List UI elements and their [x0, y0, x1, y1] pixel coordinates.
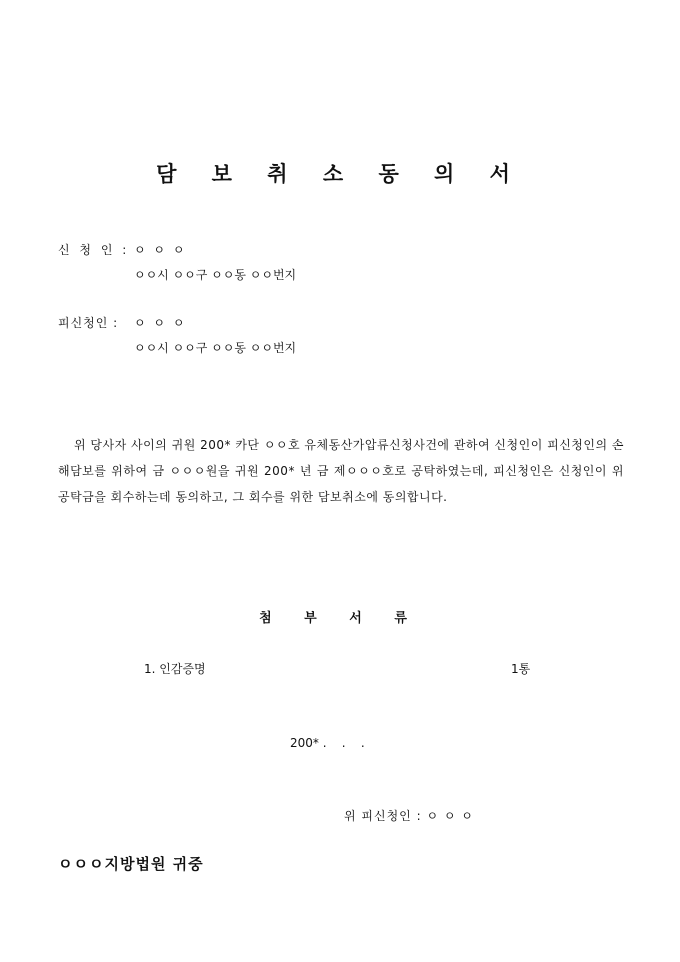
- respondent-name: ㅇ ㅇ ㅇ: [134, 316, 187, 330]
- respondent-label: 피신청인 :: [58, 316, 119, 330]
- document-title: 담 보 취 소 동 의 서: [156, 161, 524, 186]
- applicant-label: 신 청 인 :: [58, 243, 130, 257]
- respondent-address: ㅇㅇ시 ㅇㅇ구 ㅇㅇ동 ㅇㅇ번지: [134, 341, 297, 355]
- attachment-item-label: 1. 인감증명: [144, 662, 206, 676]
- court-addressee: ㅇㅇㅇ지방법원 귀중: [58, 855, 204, 873]
- attachment-item-count: 1통: [511, 662, 531, 676]
- signature-line: 위 피신청인 : ㅇ ㅇ ㅇ: [344, 809, 474, 823]
- document-date: 200* . . .: [290, 736, 365, 750]
- body-paragraph: [58, 432, 624, 510]
- attachments-heading: 첨 부 서 류: [259, 611, 421, 626]
- applicant-name: ㅇ ㅇ ㅇ: [134, 243, 187, 257]
- applicant-address: ㅇㅇ시 ㅇㅇ구 ㅇㅇ동 ㅇㅇ번지: [134, 268, 297, 282]
- body-text: 위 당사자 사이의 귀원 200* 카단 ㅇㅇ호 유체동산가압류신청사건에 관하여 신청인이 피신청인의 손해담보를 위하여 금 ㅇㅇㅇ원을 귀원 200* 년 금 제ㅇㅇㅇ호로 공탁하였는데, 피신청인은 신청인이 위 공탁금을 회수하는데 동의하고, 그 회수를 위한 담보취소에 동의합니다.: [58, 438, 624, 504]
